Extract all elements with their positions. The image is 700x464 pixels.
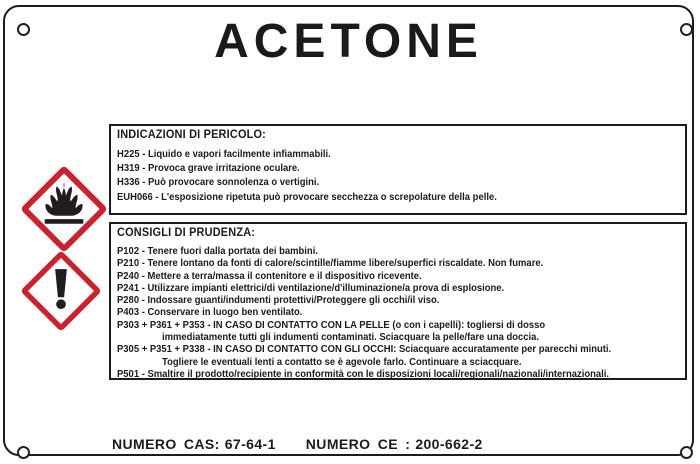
exclamation-dot — [56, 299, 66, 309]
ce-number-label: NUMERO CE : — [305, 436, 411, 452]
mounting-hole-bottom-right — [680, 446, 693, 459]
id-numbers-row — [112, 436, 483, 452]
mounting-hole-bottom-left — [17, 446, 30, 459]
precaution-statement-p280: P280 - Indossare guanti/indumenti protettivi/Proteggere gli occhi/il viso. — [117, 294, 440, 307]
flame-base-bar — [45, 219, 84, 224]
precaution-statement-p241: P241 - Utilizzare impianti elettrici/di ventilazione/d'illuminazione/a prova di esplosione. — [117, 281, 505, 294]
ce-number-value: 200-662-2 — [415, 436, 483, 452]
precaution-statement-p501: P501 - Smaltire il prodotto/recipiente in conformità con le disposizioni locali/regionali/nazionali/internazionali. — [117, 367, 610, 380]
precaution-statement-p305: P305 + P351 + P338 - IN CASO DI CONTATTO CON GLI OCCHI: Sciacquare accuratamente per parecchi minuti. — [117, 343, 612, 356]
ghs-irritant-pictogram — [22, 252, 100, 330]
safety-sign-panel — [3, 5, 694, 456]
precaution-statement-p210: P210 - Tenere lontano da fonti di calore/scintille/fiamme libere/superfici riscaldate. Non fumare. — [117, 257, 544, 270]
hazard-box-heading: INDICAZIONI DI PERICOLO: — [117, 129, 267, 141]
cas-number-value: 67-64-1 — [224, 436, 276, 452]
precaution-statement-p303-continued: immediatamente tutti gli indumenti contaminati. Sciacquare la pelle/fare una doccia. — [162, 331, 540, 344]
precaution-statement-p102: P102 - Tenere fuori dalla portata dei bambini. — [117, 245, 318, 257]
hazard-statement-h336: H336 - Può provocare sonnolenza o vertigini. — [117, 176, 320, 189]
exclamation-mark-icon — [22, 252, 100, 330]
precaution-statement-p303: P303 + P361 + P353 - IN CASO DI CONTATTO CON LA PELLE (o con i capelli): togliersi di dosso — [117, 318, 546, 331]
hazard-statement-h319: H319 - Provoca grave irritazione oculare. — [117, 162, 300, 175]
precaution-statement-p240: P240 - Mettere a terra/massa il contenitore e il dispositivo ricevente. — [117, 269, 422, 282]
precaution-statement-p305-continued: Togliere le eventuali lenti a contatto se è agevole farlo. Continuare a sciacquare. — [162, 355, 522, 368]
cas-number-label: NUMERO CAS: — [112, 436, 220, 452]
hazard-statement-h225: H225 - Liquido e vapori facilmente infiammabili. — [117, 148, 331, 160]
hazard-statements-box — [109, 124, 687, 215]
precaution-box-heading: CONSIGLI DI PRUDENZA: — [117, 227, 256, 239]
precaution-statement-p403: P403 - Conservare in luogo ben ventilato. — [117, 306, 303, 319]
flame-icon — [22, 167, 106, 251]
hazard-statement-euh066: EUH066 - L'esposizione ripetuta può provocare secchezza o screpolature della pelle. — [117, 190, 497, 203]
chemical-name-title: ACETONE — [214, 15, 483, 68]
ghs-flammable-pictogram — [22, 167, 106, 251]
precautionary-statements-box — [109, 222, 687, 380]
